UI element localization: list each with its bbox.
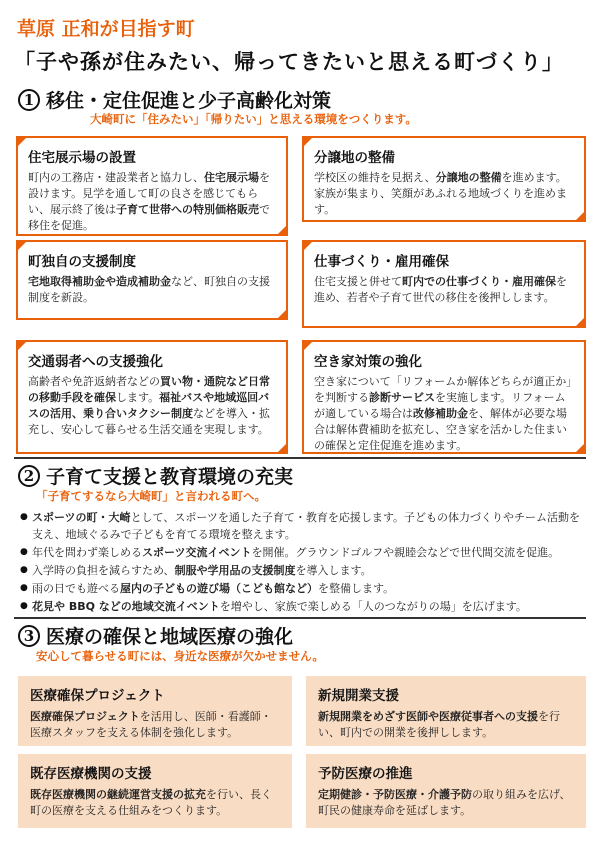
list-item: ● 雨の日でも遊べる屋内の子どもの遊び場（こども館など）を整備します。 — [20, 580, 586, 597]
box-text: 既存医療機関の継続運営支援の拡充を行い、長く町の医療を支える仕組みをつくります。 — [30, 788, 272, 817]
info-box-housing-exhibition — [16, 136, 288, 236]
box-text: 空き家について「リフォームか解体どちらが適正か」を判断する診断サービスを実施します。リフォームが適している場合は改修補助金を、解体が必要な場合は解体費補助を拡充し、空き家を活かした住まいの確保と定住促進を進めます。 — [314, 375, 572, 452]
info-box-medical-project — [18, 676, 292, 746]
section1-heading — [18, 86, 331, 113]
info-box-new-practice — [306, 676, 586, 746]
divider — [14, 617, 586, 619]
section2-title: 子育て支援と教育環境の充実 — [46, 466, 294, 488]
box-title: 既存医療機関の支援 — [30, 766, 152, 782]
divider — [14, 457, 586, 459]
box-text: 定期健診・予防医療・介護予防の取り組みを広げ、町民の健康寿命を延ばします。 — [318, 788, 571, 817]
info-box-existing-institutions — [18, 754, 292, 828]
box-text: 新規開業をめざす医師や医療従事者への支援を行い、町内での開業を後押しします。 — [318, 710, 560, 739]
section3-title: 医療の確保と地域医療の強化 — [46, 626, 294, 648]
box-text: 医療確保プロジェクトを活用し、医師・看護師・医療スタッフを支える体制を強化します。 — [30, 710, 272, 739]
box-title: 空き家対策の強化 — [314, 354, 422, 370]
section1-number: 1 — [18, 89, 40, 111]
box-text: 町内の工務店・建設業者と協力し、住宅展示場を設けます。見学を通して町の良さを感じてもらい、展示終了後は子育て世帯への特別価格販売で移住を促進。 — [28, 171, 270, 232]
section1-title: 移住・定住促進と少子高齢化対策 — [46, 90, 332, 112]
box-text: 住宅支援と併せて町内での仕事づくり・雇用確保を進め、若者や子育て世代の移住を後押しします。 — [314, 275, 567, 304]
info-box-vacant-houses — [302, 340, 586, 454]
section3-number: 3 — [18, 625, 40, 647]
section3-heading — [18, 622, 293, 649]
info-box-subdivision — [302, 136, 586, 222]
page-title: 「子や孫が住みたい、帰ってきたいと思える町づくり」 — [14, 49, 564, 74]
box-title: 予防医療の推進 — [318, 766, 413, 782]
section2-bullet-list — [20, 509, 586, 616]
list-item: ● 年代を問わず楽しめるスポーツ交流イベントを開催。グラウンドゴルフや親睦会などで世代間交流を促進。 — [20, 544, 586, 561]
box-title: 医療確保プロジェクト — [30, 688, 165, 704]
list-item: ● 入学時の負担を減らすため、制服や学用品の支援制度を導入します。 — [20, 562, 586, 579]
info-box-transport — [16, 340, 288, 454]
box-text: 高齢者や免許返納者などの買い物・通院など日常の移動手段を確保します。福祉バスや地域巡回バスの活用、乗り合いタクシー制度などを導入・拡充し、安心して暮らせる生活交通を実現します。 — [28, 375, 270, 436]
section2-heading — [18, 462, 293, 489]
box-title: 新規開業支援 — [318, 688, 399, 704]
section2-subtitle: 「子育てするなら大崎町」と言われる町へ。 — [36, 489, 266, 503]
box-title: 分譲地の整備 — [314, 150, 395, 166]
info-box-jobs — [302, 240, 586, 328]
box-text: 宅地取得補助金や造成補助金など、町独自の支援制度を新設。 — [28, 275, 270, 304]
info-box-preventive-care — [306, 754, 586, 828]
info-box-town-support — [16, 240, 288, 320]
section2-number: 2 — [18, 465, 40, 487]
section1-subtitle: 大崎町に「住みたい」「帰りたい」と思える環境をつくります。 — [90, 112, 417, 126]
box-title: 住宅展示場の設置 — [28, 150, 136, 166]
section3-subtitle: 安心して暮らせる町には、身近な医療が欠かせません。 — [36, 649, 324, 663]
list-item: ● 花見や BBQ などの地域交流イベントを増やし、家族で楽しめる「人のつながりの場」を広げます。 — [20, 598, 586, 615]
box-title: 仕事づくり・雇用確保 — [314, 254, 449, 270]
box-title: 交通弱者への支援強化 — [28, 354, 163, 370]
list-item: ● スポーツの町・大崎として、スポーツを通した子育て・教育を応援します。子どもの体力づくりやチーム活動を支え、地域ぐるみで子どもを育てる環境を整えます。 — [20, 509, 586, 543]
box-title: 町独自の支援制度 — [28, 254, 136, 270]
page-heading: 草原 正和が目指す町 — [17, 18, 195, 40]
box-text: 学校区の維持を見据え、分譲地の整備を進めます。家族が集まり、笑顔があふれる地域づくりを進めます。 — [314, 171, 567, 216]
